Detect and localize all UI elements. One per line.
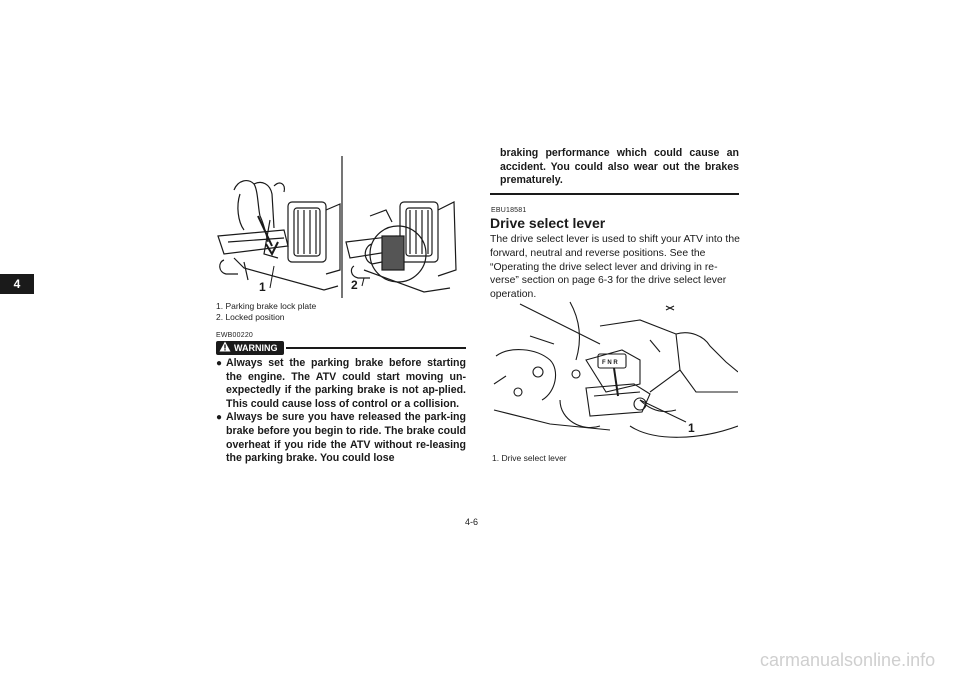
bullet-icon: ● bbox=[216, 412, 223, 424]
warning-continuation: braking performance which could cause an accident. You could also wear out the brakes prematurely. bbox=[500, 147, 739, 187]
section-code: EBU18581 bbox=[491, 207, 527, 214]
section-body: The drive select lever is used to shift your ATV into the forward, neutral and reverse positions. See the “Operating the drive select lever and driving in re-verse” section on page 6-3 for the drive select lever operation. bbox=[490, 234, 740, 301]
warning-header bbox=[216, 341, 466, 355]
warning-bullet-2-text: Always be sure you have released the park-ing brake before you begin to ride. The brake could overheat if you ride the ATV without re-leasing the parking brake. You could lose bbox=[226, 411, 466, 465]
warning-triangle-icon bbox=[219, 341, 231, 356]
warning-bullet-2 bbox=[216, 411, 466, 465]
caption-parking-brake-lock-plate: 1. Parking brake lock plate bbox=[216, 301, 317, 311]
warning-bullet-1-text: Always set the parking brake before starting the engine. The ATV could start moving un-expectedly if the parking brake is not ap-plied. This could cause loss of control or a collision. bbox=[226, 357, 466, 410]
chapter-tab: 4 bbox=[0, 274, 34, 294]
callout-2: 2 bbox=[351, 278, 358, 292]
warning-bullets bbox=[216, 357, 466, 466]
caption-drive-select-lever: 1. Drive select lever bbox=[492, 453, 567, 463]
watermark-text: carmanualsonline.info bbox=[760, 650, 936, 670]
warning-end-rule bbox=[490, 193, 739, 195]
warning-bullet-1 bbox=[216, 357, 466, 411]
warning-badge bbox=[216, 341, 284, 355]
drive-select-lever-figure bbox=[490, 300, 738, 446]
warning-label: WARNING bbox=[234, 343, 278, 353]
gate-label: F N R bbox=[602, 360, 618, 366]
caption-locked-position: 2. Locked position bbox=[216, 312, 285, 322]
warning-rule bbox=[286, 347, 467, 349]
section-heading: Drive select lever bbox=[490, 215, 606, 231]
callout-1-drive: 1 bbox=[688, 421, 695, 435]
page-number: 4-6 bbox=[465, 517, 479, 527]
callout-1: 1 bbox=[259, 280, 266, 294]
figure2-captions bbox=[492, 453, 740, 464]
parking-brake-figure bbox=[214, 150, 466, 298]
parking-brake-illustration bbox=[214, 150, 466, 298]
drive-select-lever-illustration bbox=[490, 300, 738, 446]
bullet-icon: ● bbox=[216, 358, 223, 369]
warning-code: EWB00220 bbox=[216, 332, 254, 339]
figure1-captions bbox=[216, 301, 466, 323]
